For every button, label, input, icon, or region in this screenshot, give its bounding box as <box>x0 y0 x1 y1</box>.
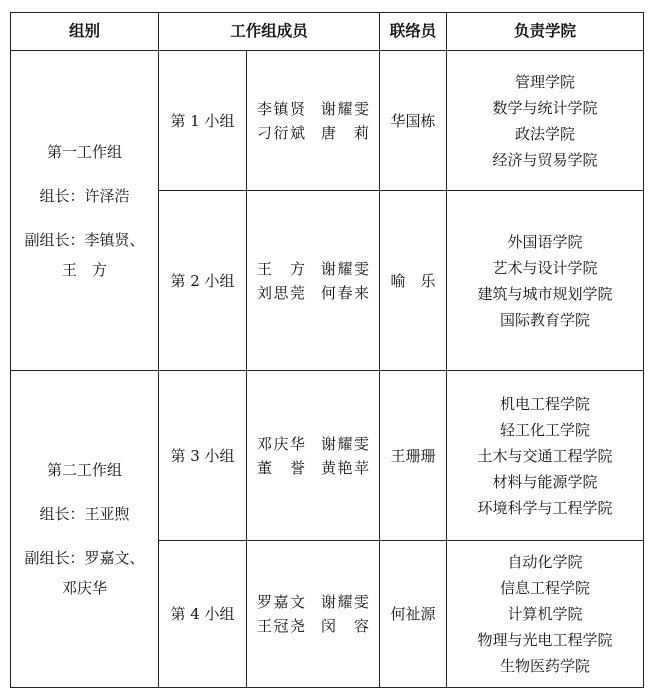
college-item: 材料与能源学院 <box>492 472 598 491</box>
member-row <box>247 593 379 611</box>
member-row <box>247 459 379 477</box>
subgroup-members <box>247 51 380 191</box>
member-name: 董 誉 <box>257 458 305 477</box>
liaison-cell: 何祉源 <box>380 541 447 688</box>
group-deputy <box>11 231 158 279</box>
group-cell <box>11 371 159 688</box>
subgroup-name: 第 3 小组 <box>159 371 247 541</box>
member-name: 黄艳苹 <box>321 458 369 477</box>
college-item: 外国语学院 <box>507 232 583 251</box>
member-name: 王 方 <box>257 259 305 278</box>
member-name: 刘思莞 <box>257 283 305 302</box>
college-item: 建筑与城市规划学院 <box>477 284 613 303</box>
header-row <box>11 13 644 51</box>
member-name: 谢耀雯 <box>321 99 369 118</box>
member-name: 闵 容 <box>321 617 369 635</box>
liaison-cell: 王珊珊 <box>380 371 447 541</box>
colleges-cell <box>447 541 644 688</box>
group-deputy-line2: 王 方 <box>61 260 107 279</box>
college-item: 机电工程学院 <box>500 394 591 413</box>
header-liaison: 联络员 <box>380 13 447 51</box>
college-item: 数学与统计学院 <box>492 98 598 117</box>
college-item: 轻工化工学院 <box>500 420 591 439</box>
group-leader: 组长：许泽浩 <box>39 186 130 205</box>
member-name: 谢耀雯 <box>321 434 369 453</box>
subgroup-members <box>247 191 380 371</box>
group-deputy-line1: 副组长：李镇贤、 <box>24 230 145 249</box>
college-item: 土木与交通工程学院 <box>477 446 613 465</box>
group-deputy-line2: 邓庆华 <box>61 579 107 597</box>
member-row <box>247 260 379 278</box>
member-row <box>247 435 379 453</box>
member-name: 李镇贤 <box>257 99 305 118</box>
college-item: 经济与贸易学院 <box>492 150 598 169</box>
subgroup-members <box>247 371 380 541</box>
college-item: 物理与光电工程学院 <box>477 631 613 649</box>
member-name: 罗嘉文 <box>257 593 305 611</box>
college-item: 自动化学院 <box>507 553 583 571</box>
member-name: 何春来 <box>321 283 369 302</box>
member-row <box>247 284 379 302</box>
table-row <box>11 371 644 541</box>
colleges-cell <box>447 371 644 541</box>
college-item: 生物医药学院 <box>500 657 591 675</box>
college-item: 艺术与设计学院 <box>492 258 598 277</box>
member-name: 谢耀雯 <box>321 259 369 278</box>
group-deputy-line1: 副组长：罗嘉文、 <box>24 549 145 567</box>
college-item: 管理学院 <box>515 72 576 91</box>
subgroup-name: 第 2 小组 <box>159 191 247 371</box>
group-name: 第二工作组 <box>46 461 122 479</box>
header-colleges: 负责学院 <box>447 13 644 51</box>
college-item: 环境科学与工程学院 <box>477 498 613 517</box>
member-name: 王冠尧 <box>257 617 305 635</box>
subgroup-name: 第 1 小组 <box>159 51 247 191</box>
roster-table <box>10 12 644 688</box>
member-name: 刁衍斌 <box>257 123 305 142</box>
member-row <box>247 100 379 118</box>
group-deputy <box>11 549 158 597</box>
header-group: 组别 <box>11 13 159 51</box>
liaison-cell: 华国栋 <box>380 51 447 191</box>
colleges-cell <box>447 51 644 191</box>
college-item: 计算机学院 <box>507 605 583 623</box>
group-leader: 组长：王亚煦 <box>39 505 130 523</box>
college-item: 信息工程学院 <box>500 579 591 597</box>
group-cell <box>11 51 159 371</box>
table-row <box>11 51 644 191</box>
header-members: 工作组成员 <box>159 13 380 51</box>
member-name: 谢耀雯 <box>321 593 369 611</box>
subgroup-members <box>247 541 380 688</box>
member-row <box>247 617 379 635</box>
college-item: 政法学院 <box>515 124 576 143</box>
group-name: 第一工作组 <box>46 142 122 161</box>
member-name: 唐 莉 <box>321 123 369 142</box>
college-item: 国际教育学院 <box>500 310 591 329</box>
colleges-cell <box>447 191 644 371</box>
member-row <box>247 124 379 142</box>
liaison-cell: 喻 乐 <box>380 191 447 371</box>
member-name: 邓庆华 <box>257 434 305 453</box>
subgroup-name: 第 4 小组 <box>159 541 247 688</box>
